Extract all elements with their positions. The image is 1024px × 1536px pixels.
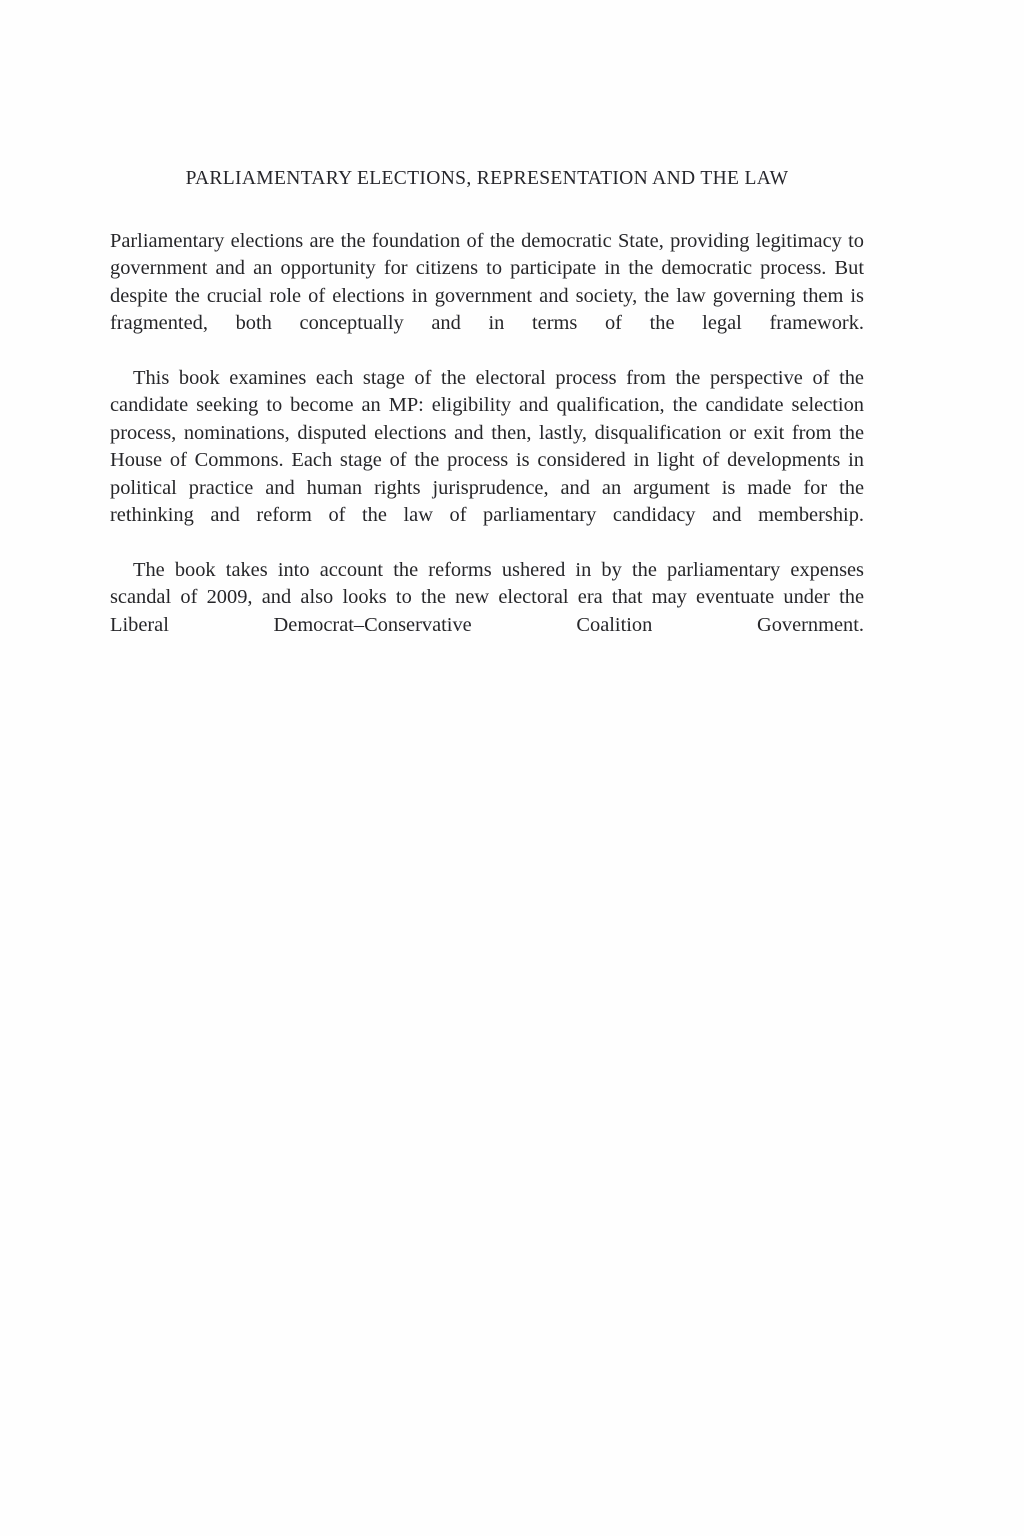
body-copy [110, 228, 864, 667]
paragraph-1: Parliamentary elections are the foundation of the democratic State, providing legitimacy to government and an opportunity for citizens to participate in the democratic process. But despite the crucial role of elections in government and society, the law governing them is fragmented, both conceptually and in terms of the legal framework. [110, 230, 864, 335]
paragraph-3: The book takes into account the reforms ushered in by the parliamentary expenses scandal of 2009, and also looks to the new electoral era that may eventuate under the Liberal Democrat–Conservative Coalition Government. [110, 558, 864, 636]
paragraph-2: This book examines each stage of the electoral process from the perspective of the candidate seeking to become an MP: eligibility and qualification, the candidate selection process, nominations, disputed elections and then, lastly, disqualification or exit from the House of Commons. Each stage of the process is considered in light of developments in political practice and human rights jurisprudence, and an argument is made for the rethinking and reform of the law of parliamentary candidacy and membership. [110, 367, 864, 527]
running-head: PARLIAMENTARY ELECTIONS, REPRESENTATION AND THE LAW [185, 168, 789, 189]
